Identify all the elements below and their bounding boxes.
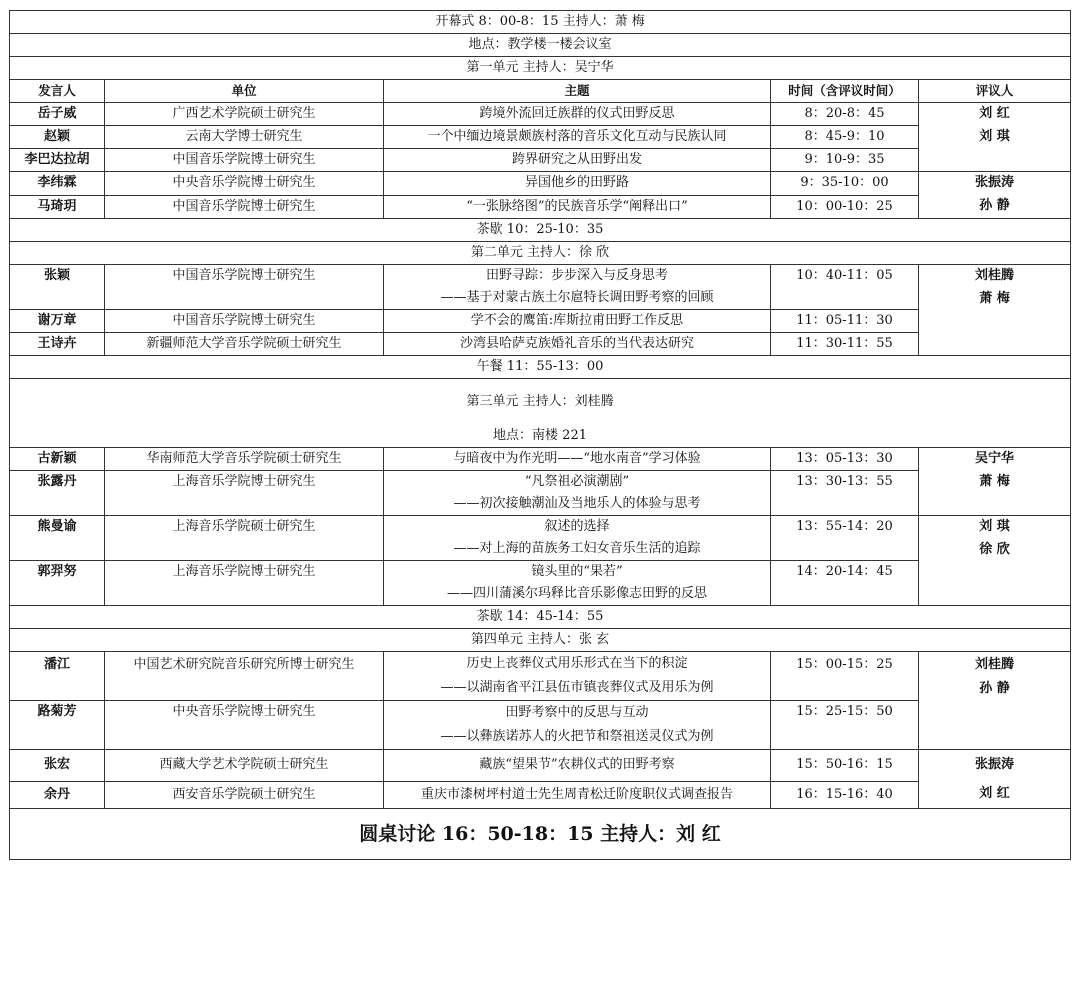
- speaker-unit: 西藏大学艺术学院硕士研究生: [105, 750, 384, 782]
- table-row: [10, 781, 1071, 808]
- speaker-name: 张颖: [10, 265, 105, 310]
- talk-topic: 叙述的选择: [544, 519, 610, 534]
- table-row: [10, 471, 1071, 516]
- talk-topic: 藏族“望果节”农耕仪式的田野考察: [384, 750, 771, 782]
- column-header-reviewer: 评议人: [919, 80, 1071, 103]
- talk-time: 14：20-14：45: [771, 561, 919, 606]
- talk-time: 9：35-10：00: [771, 172, 919, 196]
- talk-time: 15：25-15：50: [771, 701, 919, 750]
- speaker-unit: 中国音乐学院博士研究生: [105, 310, 384, 333]
- speaker-unit: 云南大学博士研究生: [105, 126, 384, 149]
- talk-topic: 田野考察中的反思与互动: [505, 705, 649, 720]
- reviewer-name: 刘 红: [979, 106, 1010, 121]
- column-header-time: 时间（含评议时间）: [771, 80, 919, 103]
- speaker-name: 古新颖: [10, 448, 105, 471]
- table-row: [10, 103, 1071, 126]
- talk-topic: 重庆市漆树坪村道士先生周青松迁阶度职仪式调查报告: [384, 781, 771, 808]
- talk-topic: 一个中缅边境景颇族村落的音乐文化互动与民族认同: [384, 126, 771, 149]
- talk-subtitle: ——初次接触潮汕及当地乐人的体验与思考: [453, 496, 701, 511]
- table-row: [10, 701, 1071, 750]
- reviewer-name: 刘 琪: [979, 129, 1010, 144]
- reviewer-name: 徐 欣: [979, 542, 1010, 557]
- talk-time: 8：20-8：45: [771, 103, 919, 126]
- reviewer-name: 孙 静: [979, 681, 1010, 696]
- talk-time: 11：30-11：55: [771, 333, 919, 356]
- reviewer-cell: [919, 448, 1071, 516]
- reviewer-name: 刘桂腾: [975, 268, 1015, 283]
- speaker-unit: 中国艺术研究院音乐研究所博士研究生: [105, 652, 384, 701]
- closing-row: [10, 809, 1071, 860]
- opening-location: 地点：教学楼一楼会议室: [10, 34, 1071, 57]
- speaker-unit: 中央音乐学院博士研究生: [105, 701, 384, 750]
- speaker-name: 李巴达拉胡: [10, 149, 105, 172]
- reviewer-name: 萧 梅: [979, 291, 1010, 306]
- talk-topic: 历史上丧葬仪式用乐形式在当下的积淀: [466, 656, 688, 671]
- speaker-name: 郭羿努: [10, 561, 105, 606]
- opening-row: [10, 11, 1071, 34]
- session-title: 第二单元 主持人：徐 欣: [10, 242, 1071, 265]
- speaker-name: 李纬霖: [10, 172, 105, 196]
- talk-subtitle: ——以彝族诺苏人的火把节和祭祖送灵仪式为例: [440, 729, 714, 744]
- talk-topic: 跨界研究之从田野出发: [384, 149, 771, 172]
- reviewer-cell: [919, 103, 1071, 172]
- talk-topic: 学不会的鹰笛:库斯拉甫田野工作反思: [384, 310, 771, 333]
- column-header-unit: 单位: [105, 80, 384, 103]
- reviewer-cell: [919, 652, 1071, 750]
- speaker-unit: 中央音乐学院博士研究生: [105, 172, 384, 196]
- talk-time: 8：45-9：10: [771, 126, 919, 149]
- conference-schedule: [9, 10, 1070, 860]
- speaker-unit: 上海音乐学院博士研究生: [105, 561, 384, 606]
- table-row: [10, 126, 1071, 149]
- talk-topic-cell: [384, 516, 771, 561]
- talk-time: 16：15-16：40: [771, 781, 919, 808]
- opening-location-row: [10, 34, 1071, 57]
- session-1-header: [10, 57, 1071, 80]
- table-row: [10, 149, 1071, 172]
- speaker-unit: 新疆师范大学音乐学院硕士研究生: [105, 333, 384, 356]
- talk-time: 13：55-14：20: [771, 516, 919, 561]
- talk-time: 15：00-15：25: [771, 652, 919, 701]
- talk-topic-cell: [384, 701, 771, 750]
- table-row: [10, 750, 1071, 782]
- reviewer-name: 刘 琪: [979, 519, 1010, 534]
- reviewer-name: 萧 梅: [979, 474, 1010, 489]
- talk-topic: “一张脉络图”的民族音乐学“阐释出口”: [384, 195, 771, 219]
- talk-topic-cell: [384, 265, 771, 310]
- talk-topic-cell: [384, 471, 771, 516]
- speaker-name: 王诗卉: [10, 333, 105, 356]
- speaker-unit: 中国音乐学院博士研究生: [105, 265, 384, 310]
- table-row: [10, 265, 1071, 310]
- speaker-unit: 华南师范大学音乐学院硕士研究生: [105, 448, 384, 471]
- speaker-name: 熊曼谕: [10, 516, 105, 561]
- talk-time: 9：10-9：35: [771, 149, 919, 172]
- break-label: 茶歇 14：45-14：55: [10, 606, 1071, 629]
- reviewer-name: 刘桂腾: [975, 657, 1015, 672]
- session-4-header: [10, 629, 1071, 652]
- session-title: 第一单元 主持人：吴宁华: [10, 57, 1071, 80]
- talk-subtitle: ——以湖南省平江县伍市镇丧葬仪式及用乐为例: [440, 680, 714, 695]
- reviewer-name: 张振涛: [975, 757, 1015, 772]
- talk-time: 11：05-11：30: [771, 310, 919, 333]
- talk-subtitle: ——对上海的苗族务工妇女音乐生活的追踪: [453, 541, 701, 556]
- break-row: [10, 606, 1071, 629]
- talk-topic: 与暗夜中为作光明——“地水南音”学习体验: [384, 448, 771, 471]
- speaker-name: 赵颖: [10, 126, 105, 149]
- talk-time: 15：50-16：15: [771, 750, 919, 782]
- table-row: [10, 516, 1071, 561]
- break-row: [10, 219, 1071, 242]
- speaker-name: 路菊芳: [10, 701, 105, 750]
- opening-title: 开幕式 8：00-8：15 主持人：萧 梅: [10, 11, 1071, 34]
- session-3-location-row: [10, 425, 1071, 448]
- talk-topic: 异国他乡的田野路: [384, 172, 771, 196]
- talk-topic: 田野寻踪：步步深入与反身思考: [485, 268, 668, 283]
- speaker-name: 余丹: [10, 781, 105, 808]
- speaker-unit: 中国音乐学院博士研究生: [105, 195, 384, 219]
- talk-topic-cell: [384, 652, 771, 701]
- talk-time: 13：05-13：30: [771, 448, 919, 471]
- table-row: [10, 333, 1071, 356]
- talk-topic-cell: [384, 561, 771, 606]
- speaker-unit: 中国音乐学院博士研究生: [105, 149, 384, 172]
- speaker-name: 潘江: [10, 652, 105, 701]
- reviewer-name: 吴宁华: [975, 451, 1015, 466]
- table-row: [10, 310, 1071, 333]
- speaker-unit: 上海音乐学院硕士研究生: [105, 516, 384, 561]
- talk-topic: 镜头里的“果若”: [531, 564, 623, 579]
- speaker-name: 岳子威: [10, 103, 105, 126]
- table-row: [10, 448, 1071, 471]
- table-row: [10, 172, 1071, 196]
- session-title: 第四单元 主持人：张 玄: [10, 629, 1071, 652]
- talk-subtitle: ——基于对蒙古族土尔扈特长调田野考察的回顾: [440, 290, 714, 305]
- speaker-name: 马琦玥: [10, 195, 105, 219]
- column-header-speaker: 发言人: [10, 80, 105, 103]
- speaker-unit: 西安音乐学院硕士研究生: [105, 781, 384, 808]
- reviewer-cell: [919, 750, 1071, 809]
- reviewer-cell: [919, 516, 1071, 606]
- closing-title: 圆桌讨论 16：50-18：15 主持人：刘 红: [10, 809, 1071, 860]
- table-row: [10, 195, 1071, 219]
- session-location: 地点：南楼 221: [10, 425, 1071, 448]
- talk-subtitle: ——四川蒲溪尔玛释比音乐影像志田野的反思: [446, 586, 707, 601]
- speaker-name: 张宏: [10, 750, 105, 782]
- break-label: 午餐 11：55-13：00: [10, 356, 1071, 379]
- session-3-header: [10, 379, 1071, 426]
- column-header-topic: 主题: [384, 80, 771, 103]
- break-row: [10, 356, 1071, 379]
- reviewer-name: 刘 红: [979, 786, 1010, 801]
- break-label: 茶歇 10：25-10：35: [10, 219, 1071, 242]
- schedule-table: [9, 10, 1071, 860]
- session-title: 第三单元 主持人：刘桂腾: [10, 379, 1071, 426]
- reviewer-name: 孙 静: [979, 198, 1010, 213]
- column-header-row: [10, 80, 1071, 103]
- speaker-unit: 上海音乐学院博士研究生: [105, 471, 384, 516]
- table-row: [10, 561, 1071, 606]
- speaker-name: 张露丹: [10, 471, 105, 516]
- reviewer-cell: [919, 172, 1071, 219]
- talk-topic: 沙湾县哈萨克族婚礼音乐的当代表达研究: [384, 333, 771, 356]
- reviewer-name: 张振涛: [975, 175, 1015, 190]
- talk-time: 13：30-13：55: [771, 471, 919, 516]
- talk-topic: 跨境外流回迁族群的仪式田野反思: [384, 103, 771, 126]
- speaker-name: 谢万章: [10, 310, 105, 333]
- reviewer-cell: [919, 265, 1071, 356]
- talk-time: 10：40-11：05: [771, 265, 919, 310]
- talk-time: 10：00-10：25: [771, 195, 919, 219]
- talk-topic: “凡祭祖必演潮剧”: [524, 474, 630, 489]
- table-row: [10, 652, 1071, 701]
- session-2-header: [10, 242, 1071, 265]
- speaker-unit: 广西艺术学院硕士研究生: [105, 103, 384, 126]
